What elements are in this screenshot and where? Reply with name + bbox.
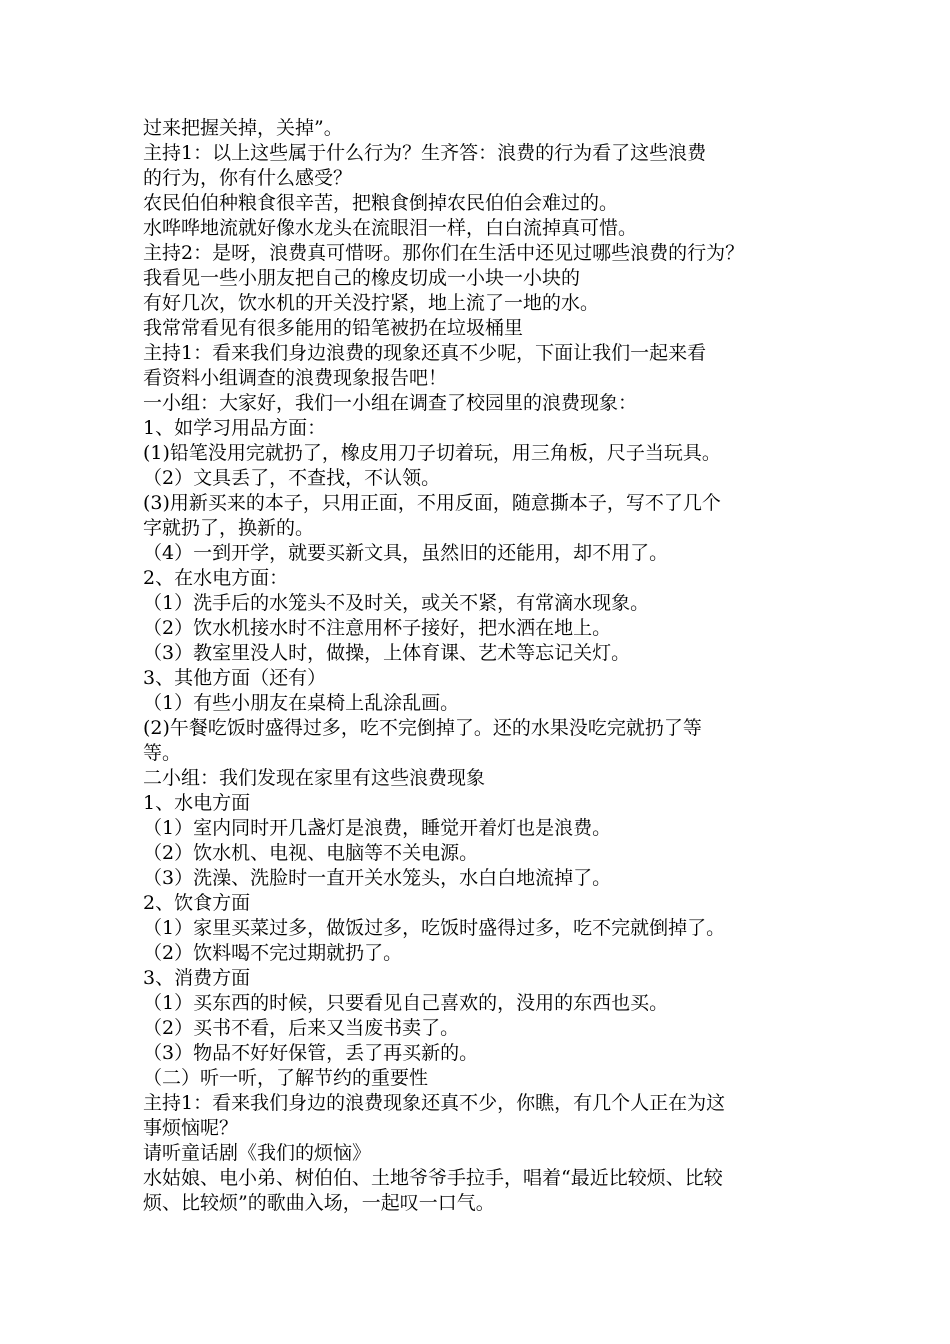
text-line: （1）洗手后的水笼头不及时关，或关不紧，有常滴水现象。 xyxy=(143,592,650,614)
text-line: 一小组：大家好，我们一小组在调查了校园里的浪费现象： xyxy=(143,392,638,414)
text-line: 主持2：是呀，浪费真可惜呀。那你们在生活中还见过哪些浪费的行为？ xyxy=(143,242,745,264)
text-line: (2)午餐吃饭时盛得过多，吃不完倒掉了。还的水果没吃完就扔了等 xyxy=(143,717,702,739)
text-line: （3）洗澡、洗脸时一直开关水笼头，水白白地流掉了。 xyxy=(143,867,612,889)
text-line: （2）买书不看，后来又当废书卖了。 xyxy=(143,1017,460,1039)
text-line: 字就扔了，换新的。 xyxy=(143,517,315,539)
text-line: 的行为，你有什么感受？ xyxy=(143,167,353,189)
text-line: （2）饮水机接水时不注意用杯子接好，把水洒在地上。 xyxy=(143,617,612,639)
text-line: 我常常看见有很多能用的铅笔被扔在垃圾桶里 xyxy=(143,317,524,339)
text-line: 我看见一些小朋友把自己的橡皮切成一小块一小块的 xyxy=(143,267,581,289)
text-line: （1）买东西的时候，只要看见自己喜欢的，没用的东西也买。 xyxy=(143,992,669,1014)
text-line: （2）饮水机、电视、电脑等不关电源。 xyxy=(143,842,479,864)
text-line: 有好几次，饮水机的开关没拧紧，地上流了一地的水。 xyxy=(143,292,600,314)
text-line: (1)铅笔没用完就扔了，橡皮用刀子切着玩，用三角板，尺子当玩具。 xyxy=(143,442,721,464)
text-line: 水哗哗地流就好像水龙头在流眼泪一样，白白流掉真可惜。 xyxy=(143,217,638,239)
text-line: （3）教室里没人时，做操，上体育课、艺术等忘记关灯。 xyxy=(143,642,631,664)
text-line: 事烦恼呢？ xyxy=(143,1117,239,1139)
text-line: （4）一到开学，就要买新文具，虽然旧的还能用，却不用了。 xyxy=(143,542,669,564)
text-line: （1）室内同时开几盏灯是浪费，睡觉开着灯也是浪费。 xyxy=(143,817,612,839)
text-line: 3、消费方面 xyxy=(143,967,251,989)
text-line: 等。 xyxy=(143,742,182,764)
text-line: （1）有些小朋友在桌椅上乱涂乱画。 xyxy=(143,692,460,714)
text-line: （3）物品不好好保管，丢了再买新的。 xyxy=(143,1042,479,1064)
text-line: （2）饮料喝不完过期就扔了。 xyxy=(143,942,403,964)
text-line: 3、其他方面（还有） xyxy=(143,667,327,689)
document-body xyxy=(143,116,823,1216)
text-line: 烦、比较烦”的歌曲入场，一起叹一口气。 xyxy=(143,1192,495,1214)
text-line: 2、饮食方面 xyxy=(143,892,251,914)
text-line: (3)用新买来的本子，只用正面，不用反面，随意撕本子，写不了几个 xyxy=(143,492,721,514)
text-line: 看资料小组调查的浪费现象报告吧！ xyxy=(143,367,448,389)
text-line: 农民伯伯种粮食很辛苦，把粮食倒掉农民伯伯会难过的。 xyxy=(143,192,619,214)
text-line: 主持1：看来我们身边的浪费现象还真不少，你瞧，有几个人正在为这 xyxy=(143,1092,726,1114)
text-line: 主持1：以上这些属于什么行为？生齐答：浪费的行为看了这些浪费 xyxy=(143,142,707,164)
text-line: 二小组：我们发现在家里有这些浪费现象 xyxy=(143,767,486,789)
text-line: （二）听一听，了解节约的重要性 xyxy=(143,1067,429,1089)
text-line: （1）家里买菜过多，做饭过多，吃饭时盛得过多，吃不完就倒掉了。 xyxy=(143,917,726,939)
text-line: 请听童话剧《我们的烦恼》 xyxy=(143,1142,372,1164)
text-line: 水姑娘、电小弟、树伯伯、土地爷爷手拉手，唱着“最近比较烦、比较 xyxy=(143,1167,723,1189)
text-line: （2）文具丢了，不查找，不认领。 xyxy=(143,467,441,489)
text-line: 过来把握关掉，关掉”。 xyxy=(143,117,343,139)
text-line: 主持1：看来我们身边浪费的现象还真不少呢，下面让我们一起来看 xyxy=(143,342,707,364)
text-line: 2、在水电方面： xyxy=(143,567,289,589)
text-line: 1、水电方面 xyxy=(143,792,251,814)
text-line: 1、如学习用品方面： xyxy=(143,417,327,439)
